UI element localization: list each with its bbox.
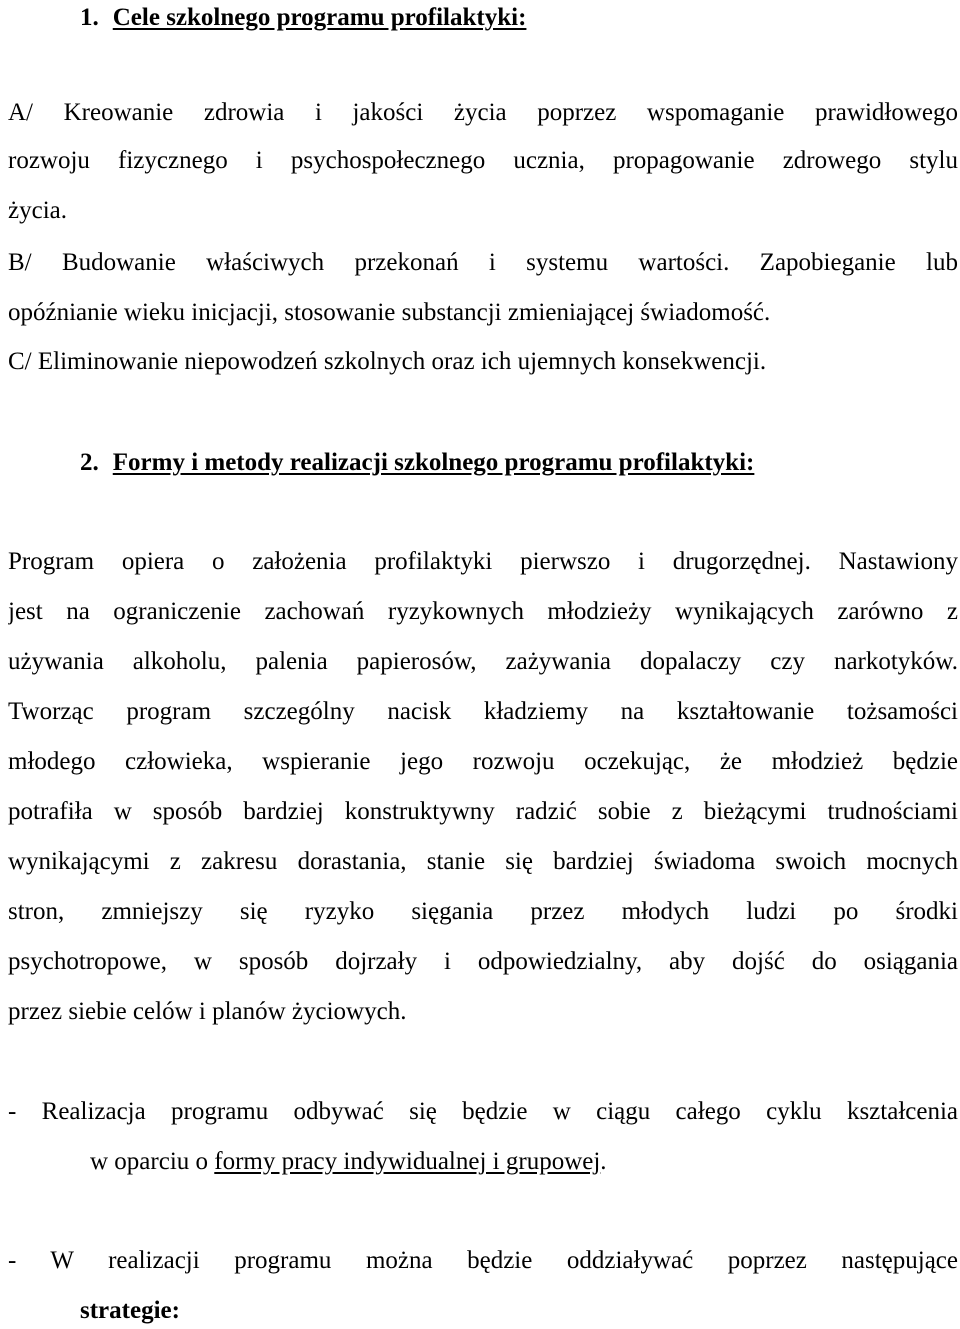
section-2-line: jest na ograniczenie zachowań ryzykownych młodzieży wynikających zarówno z	[8, 598, 958, 625]
bullet-1-line-1: - Realizacja programu odbywać się będzie w ciągu całego cyklu kształcenia	[8, 1098, 958, 1125]
bullet-1-prefix: w oparciu o	[90, 1148, 215, 1175]
section-1-title: Cele szkolnego programu profilaktyki:	[112, 4, 527, 31]
section-2-number: 2.	[80, 449, 99, 476]
bullet-1-suffix: .	[600, 1148, 607, 1175]
bullet-1-line-2	[90, 1147, 607, 1177]
bullet-2-line-1: - W realizacji programu można będzie oddziaływać poprzez następujące	[8, 1247, 958, 1274]
section-1-line: rozwoju fizycznego i psychospołecznego ucznia, propagowanie zdrowego stylu	[8, 147, 958, 174]
bullet-1-underlined-text: formy pracy indywidualnej i grupowej	[214, 1148, 601, 1175]
section-2-line: psychotropowe, w sposób dojrzały i odpowiedzialny, aby dojść do osiągania	[8, 948, 958, 975]
section-2-line: używania alkoholu, palenia papierosów, zażywania dopalaczy czy narkotyków.	[8, 648, 958, 675]
section-1-line: życia.	[8, 197, 67, 224]
section-2-heading	[80, 448, 754, 478]
section-1-line: B/ Budowanie właściwych przekonań i systemu wartości. Zapobieganie lub	[8, 249, 958, 276]
section-2-line: Program opiera o założenia profilaktyki pierwszo i drugorzędnej. Nastawiony	[8, 548, 958, 575]
section-2-line: młodego człowieka, wspieranie jego rozwoju oczekując, że młodzież będzie	[8, 748, 958, 775]
section-1-line: A/ Kreowanie zdrowia i jakości życia poprzez wspomaganie prawidłowego	[8, 99, 958, 126]
section-2-title: Formy i metody realizacji szkolnego programu profilaktyki:	[112, 449, 755, 476]
section-1-line: opóźnianie wieku inicjacji, stosowanie substancji zmieniającej świadomość.	[8, 299, 771, 326]
section-2-line: Tworząc program szczególny nacisk kładziemy na kształtowanie tożsamości	[8, 698, 958, 725]
section-2-line: stron, zmniejszy się ryzyko sięgania przez młodych ludzi po środki	[8, 898, 958, 925]
section-1-line: C/ Eliminowanie niepowodzeń szkolnych oraz ich ujemnych konsekwencji.	[8, 348, 767, 375]
section-2-line: przez siebie celów i planów życiowych.	[8, 998, 407, 1025]
section-2-line: wynikającymi z zakresu dorastania, stanie się bardziej świadoma swoich mocnych	[8, 848, 958, 875]
bullet-2-line-2: strategie:	[80, 1297, 180, 1324]
section-2-line: potrafiła w sposób bardziej konstruktywny radzić sobie z bieżącymi trudnościami	[8, 798, 958, 825]
section-1-number: 1.	[80, 4, 99, 31]
section-1-heading	[80, 3, 526, 33]
